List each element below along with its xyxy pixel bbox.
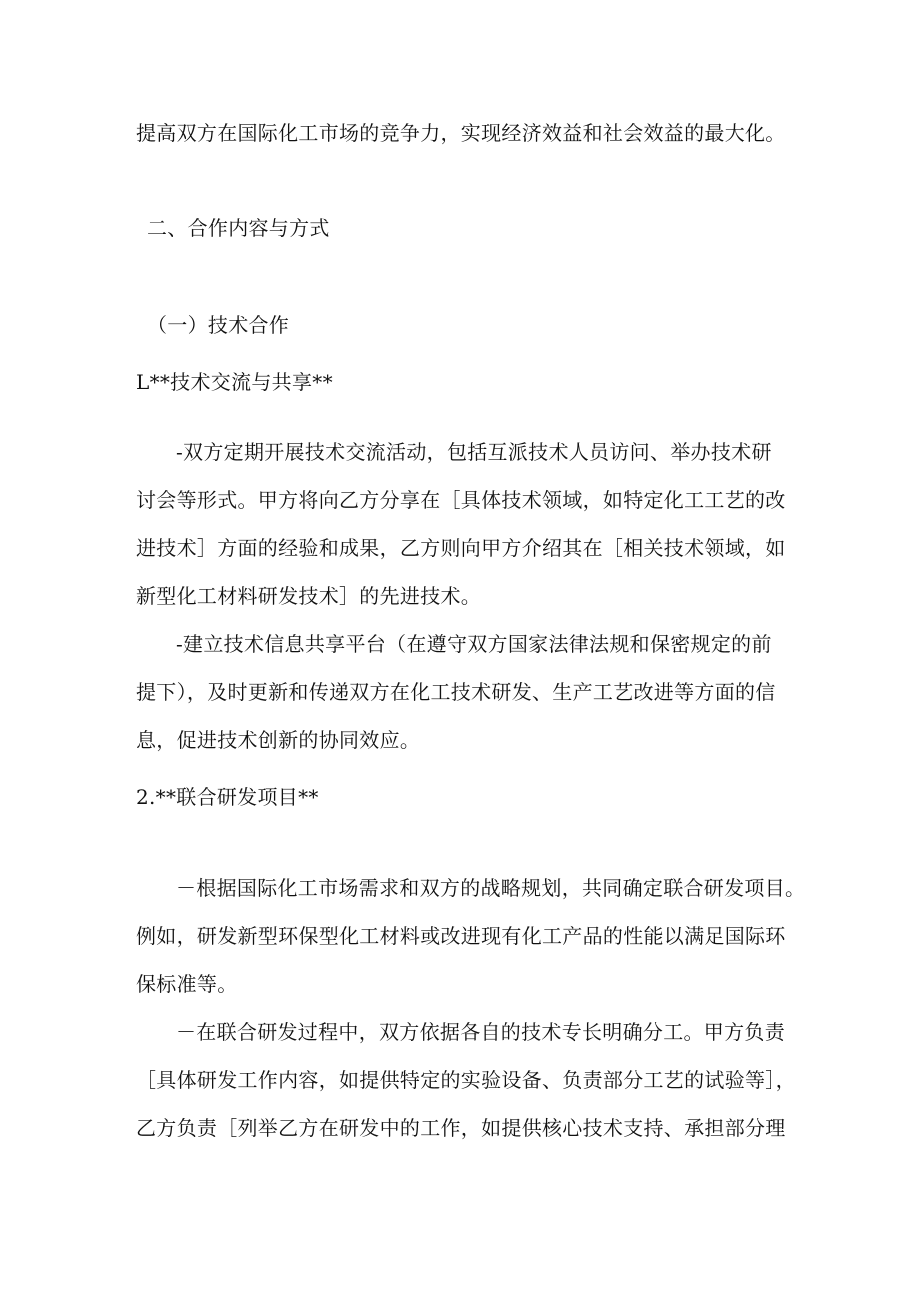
item-heading: L**技术交流与共享**	[136, 370, 333, 394]
subsection-heading: （一）技术合作	[147, 313, 290, 337]
paragraph-line: －根据国际化工市场需求和双方的战略规划，共同确定联合研发项目。	[176, 876, 806, 900]
paragraph-line: -双方定期开展技术交流活动，包括互派技术人员访问、举办技术研	[176, 440, 772, 464]
paragraph-line: 新型化工材料研发技术］的先进技术。	[136, 584, 482, 608]
paragraph-line: 讨会等形式。甲方将向乙方分享在［具体技术领域，如特定化工工艺的改	[136, 488, 786, 512]
paragraph-line: 息，促进技术创新的协同效应。	[136, 728, 421, 752]
paragraph-line: ［具体研发工作内容，如提供特定的实验设备、负责部分工艺的试验等］，	[136, 1068, 796, 1092]
section-heading: 二、合作内容与方式	[147, 216, 330, 240]
paragraph-line: 保标准等。	[136, 972, 238, 996]
paragraph-line: －在联合研发过程中，双方依据各自的技术专长明确分工。甲方负责	[176, 1020, 785, 1044]
paragraph-line: -建立技术信息共享平台（在遵守双方国家法律法规和保密规定的前	[176, 632, 772, 656]
item-heading: 2.**联合研发项目**	[136, 785, 319, 809]
paragraph-line: 提高双方在国际化工市场的竞争力，实现经济效益和社会效益的最大化。	[136, 121, 786, 145]
paragraph-line: 进技术］方面的经验和成果，乙方则向甲方介绍其在［相关技术领域，如	[136, 536, 786, 560]
paragraph-line: 提下），及时更新和传递双方在化工技术研发、生产工艺改进等方面的信	[136, 680, 776, 704]
paragraph-line: 例如，研发新型环保型化工材料或改进现有化工产品的性能以满足国际环	[136, 924, 786, 948]
paragraph-line: 乙方负责［列举乙方在研发中的工作，如提供核心技术支持、承担部分理	[136, 1116, 786, 1140]
